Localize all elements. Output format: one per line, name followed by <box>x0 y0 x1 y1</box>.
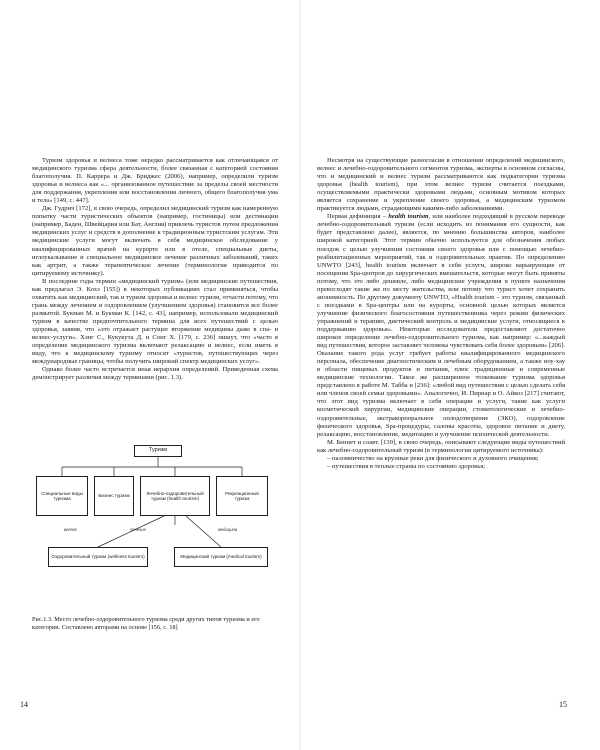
annotation-wellness: велнес <box>64 527 78 532</box>
special-tourism-box: Специальные виды туризма <box>36 476 88 516</box>
left-page-text <box>32 157 278 382</box>
caption-label: Рис.1.3. <box>32 616 53 623</box>
paragraph: Дж. Гудрич [172], в свою очередь, определил медицинский туризм как намеренную попытку части туристических объектов (например, гостиницы) или дестинации (например, Баден, Швейцария или Бат, Англия) привлечь туристов путем предложения медицинских услуг и средств в дополнение к традиционным туристским услугам. Эти медицинские услуги могут включать в себя медицинское обследование у квалифицированных врачей на курорте или в отеле, специальные диеты, иглоукалывание и специальное медицинское лечение различных заболеваний, таких как артрит, а также терапевтическое лечение (терминология приводится по цитируемому источнику). <box>32 205 278 277</box>
list-item: – путешествия в теплые страны по состоянию здоровья; <box>327 462 486 470</box>
figure-caption <box>32 616 278 631</box>
page-number-left: 14 <box>20 700 28 709</box>
wellness-tourism-box: Оздоровительный туризм (wellness tourism) <box>48 547 148 567</box>
paragraph: М. Беннет и соавт. [139], в свою очередь, описывают следующие виды путешествий как лечебно-оздоровительный туризм (в терминологии цитируемого источника): <box>317 438 565 454</box>
business-tourism-box: Бизнес туризм <box>94 476 134 516</box>
paragraph: Туризм здоровья и велнеса тоже нередко рассматривается как отличающаяся от медицинского туризма сфера деятельности, более связанная с категорией состояния благополучия. П. Каррера и Дж. Бриджес (2006), например, определили туризм здоровья и велнеса как «... организованное путешествие за пределы своей местности для поддержания, укрепления или восстановления личного, общего благополучия ума и тела» [149, с. 447]. <box>32 157 278 205</box>
health-tourism-box: Лечебно-оздоровительный туризм (health tourism) <box>140 476 210 516</box>
paragraph: Несмотря на существующие разногласия в отношении определений медицинского, велнес и лечебно-оздоровительного сегментов туризма, эксперты в основном согласны, что и медицинский и велнес туризм рассматриваются как подкатегории туризма здоровья (health tourism), при этом велнес туризм считается поездками, осуществляемыми практически здоровыми людьми, основным мотивом которых является сохранение и укрепление своего здоровья, а медицинским туризмом практикуется людьми, страдающими какими-либо заболеваниями. <box>317 157 565 213</box>
annotation-medicine: медицина <box>218 527 238 532</box>
list-item: – паломничество на крупные реки для физического и духовного очищения; <box>327 454 539 462</box>
paragraph: Однако более часто встречается иная иерархия определений. Приведенная схема демонстрирует различия между терминами (рис. 1.3). <box>32 366 278 382</box>
tourism-diagram <box>34 445 278 595</box>
paragraph: В последние годы термин «медицинский туризм» (или медицинские путешествия, как предлагал Э. Кохэ [155]) в некоторых публикациях стал применяться, чтобы охватить как медицинский, так и туризм здоровья и велнес туризм, отчасти потому, что грань между лечением и оздоровлением (улучшением здоровья) становится все более размытой. Букман М. и Букман К. [142, с. 43], например, использовали медицинский туризм в качестве предпочтительного термина для всех путешествий с целью здоровья, заявив, что «это отражает растущее вторжение медицины даже в спа- и велнес-услуги». Хэнг С., Кукукута Д. и Сонг Х. [179, с. 236] пишут, что «часто в определение медицинского туризма включают релаксацию и велнес, если иметь в виду, что к медицинскому туризму относят «туристов, путешествующих через международные границы, чтобы получить широкий спектр медицинских услуг». <box>32 277 278 366</box>
paragraph-health-tourism <box>317 213 565 438</box>
p2-after: , или наиболее подходящий в русском переводе лечебно-оздоровительный туризм (если исходить из понимания его сущности, как будет представлено далее), является, по мнению большинства авторов, наиболее широкой категорией. Этот термин обычно используется для обозначения любых поездок с целью улучшения состояния своего здоровья или с помощью лечебно-реабилитационных мероприятий, так и оздоровительных практик. По определению UNWTO [243], health tourism включает в себя услуги, широко варьирующие от посещения Spa-центров до хирургических вмешательств, которые могут быть приняты потому, что это либо дешевле, либо медицинские учреждения в пункте назначения превосходят такие же по месту жительства, или потому что турист хочет сохранить анонимность. По другому документу UNWTO, «Health tourism – это туризм, связанный с поездками в Spa-центры или на курорты, основной целью которых является улучшение физического благосостояния путешественника через режим физических упражнений и терапию, диетический контроль и медицинские услуги, относящиеся к поддержанию здоровья». Некоторые исследователи предоставляют достаточно широкое определение лечебно-оздоровительного туризма, как например: «...каждый вид путешествия, которое заставляет человека чувствовать себя более здоровым» [206]. Оказание такого рода услуг требует работы квалифицированного медицинского персонала, обеспечение диагностическим и лечебным оборудованием, а также ноу-хау в области пищевых продуктов и питания, плюс традиционные и современные медицинские технологии. Такое же расширенное толкование туризма здоровья представлено в работе М. Табба и [236]: «любой вид путешествия с целью сделать себя или членов своей семьи здоровыми». Аналогично, И. Пирнар и О. Айкоз [217] считают, что этот вид туризма включает в себя операции и услуги, такие как услуги косметической хирургии, медицинские операции, стоматологические и лечебно-оздоровительные, экстракорпоральное оплодотворение (ЭКО), оздоровление физического здоровья, Spa-процедуры, салоны красоты, здоровое питание и диету, релаксацию, восстановление, медитацию и улучшение психической деятельности. <box>317 213 565 438</box>
p2-before: Первая дефиниция – <box>327 213 389 221</box>
tourism-root-box: Туризм <box>134 445 182 457</box>
term-health-tourism: health tourism <box>388 213 429 221</box>
caption-text: Место лечебно-оздоровительного туризма среди других типов туризма и его категории. Составлено авторами на основе [156, с. 18] <box>32 616 260 631</box>
page-number-right: 15 <box>559 700 567 709</box>
annotation-treatment: лечение <box>130 527 146 532</box>
right-page-text <box>317 157 565 471</box>
recreational-tourism-box: Рекреационный туризм <box>216 476 268 516</box>
medical-tourism-box: Медицинский туризм (medical tourism) <box>174 547 268 567</box>
